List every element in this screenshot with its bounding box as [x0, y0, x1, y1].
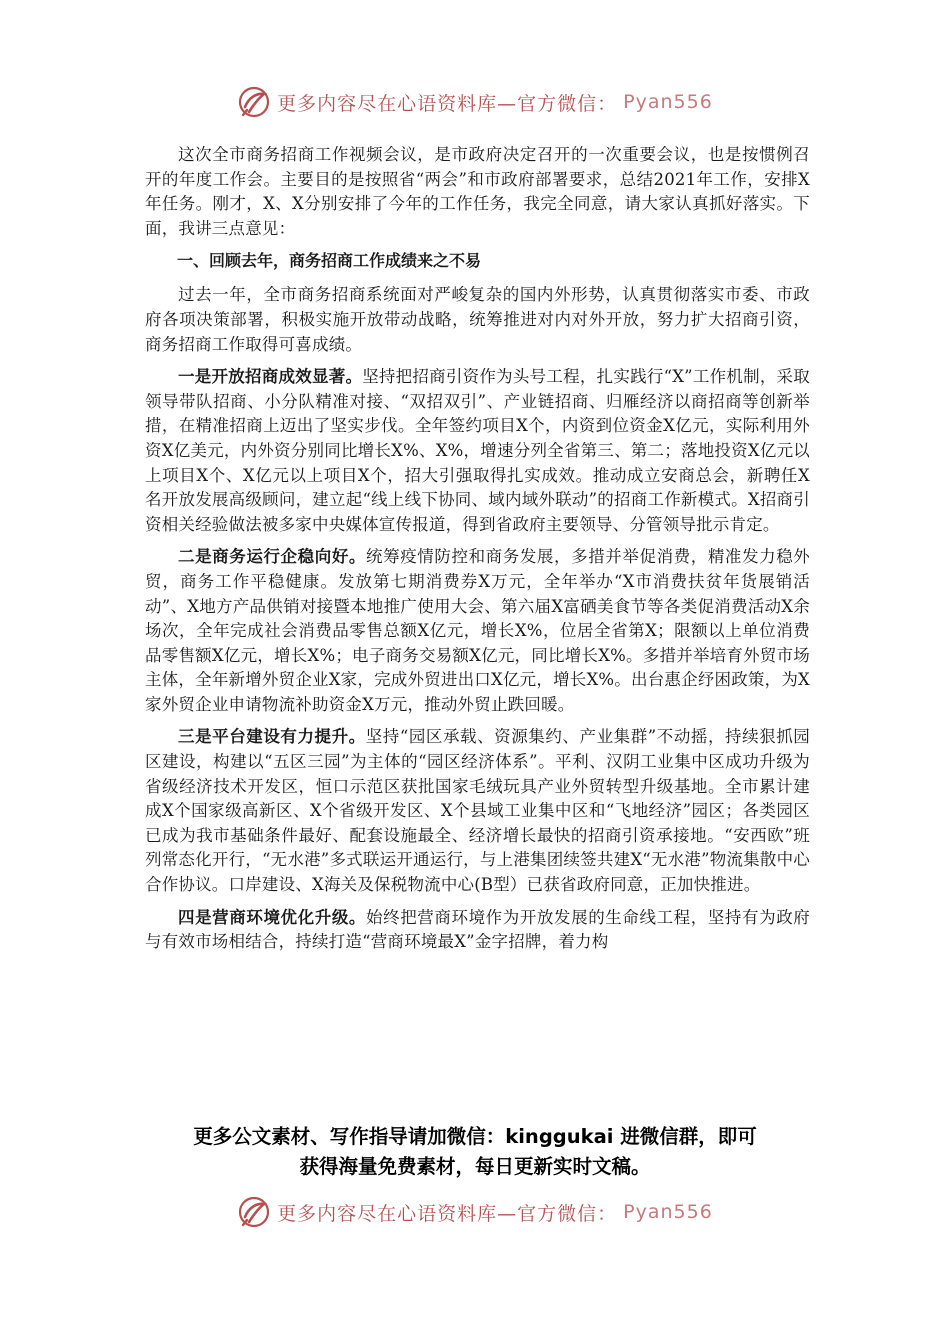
document-body — [145, 143, 810, 963]
section-heading: 一、回顾去年，商务招商工作成绩来之不易 — [177, 251, 482, 271]
footer-banner — [0, 1192, 950, 1232]
intro-paragraph: 这次全市商务招商工作视频会议，是市政府决定召开的一次重要会议，也是按惯例召开的年度工作会。主要目的是按照省“两会”和市政府部署要求，总结2021年工作，安排X年任务。刚才，X、X分别安排了今年的工作任务，我完全同意，请大家认真抓好落实。下面，我讲三点意见： — [145, 145, 810, 238]
promo-notice — [120, 1122, 830, 1182]
point-body: 始终把营商环境作为开放发展的生命线工程，坚持有为政府与有效市场相结合，持续打造“营商环境最X”金字招牌，着力构 — [145, 907, 811, 952]
point-paragraph-3 — [145, 725, 810, 897]
point-paragraph-2 — [145, 545, 810, 717]
point-lead: 四是营商环境优化升级。 — [178, 907, 367, 927]
point-lead: 一是开放招商成效显著。 — [178, 367, 363, 387]
header-banner — [0, 82, 950, 122]
header-banner-wechat: Pyan556 — [623, 91, 713, 113]
footer-banner-text: 更多内容尽在心语资料库—官方微信： — [277, 1202, 618, 1225]
point-lead: 三是平台建设有力提升。 — [178, 727, 366, 747]
point-body: 坚持把招商引资作为头号工程，扎实践行“X”工作机制，采取领导带队招商、小分队精准对接、“双招双引”、产业链招商、归雁经济以商招商等创新举措，在精准招商上迈出了坚实步伐。全年签约项目X个，内资到位资金X亿元，实际利用外资X亿美元，内外资分别同比增长X%、X%，增速分列全省第三、第二；落地投资X亿元以上项目X个、X亿元以上项目X个，招大引强取得扎实成效。推动成立安商总会，新聘任X名开放发展高级顾问，建立起“线上线下协同、域内域外联动”的招商工作新模式。X招商引资相关经验做法被多家中央媒体宣传报道，得到省政府主要领导、分管领导批示肯定。 — [145, 367, 811, 534]
section-paragraph: 过去一年，全市商务招商系统面对严峻复杂的国内外形势，认真贯彻落实市委、市政府各项决策部署，积极实施开放带动战略，统筹推进对内对外开放，努力扩大招商引资，商务招商工作取得可喜成绩。 — [145, 285, 810, 354]
brush-logo-icon — [237, 85, 271, 119]
point-lead: 二是商务运行企稳向好。 — [178, 547, 367, 567]
promo-line-2: 获得海量免费素材，每日更新实时文稿。 — [299, 1155, 651, 1178]
point-paragraph-4 — [145, 906, 810, 955]
promo-line-1: 更多公文素材、写作指导请加微信：kinggukai 进微信群，即可 — [193, 1125, 757, 1148]
header-banner-text: 更多内容尽在心语资料库—官方微信： — [277, 92, 618, 115]
point-body: 统筹疫情防控和商务发展，多措并举促消费，精准发力稳外贸，商务工作平稳健康。发放第七期消费券X万元，全年举办“X市消费扶贫年货展销活动”、X地方产品供销对接暨本地推广使用大会、第六届X富硒美食节等各类促消费活动X余场次，全年完成社会消费品零售总额X亿元，增长X%，位居全省第X；限额以上单位消费品零售额X亿元，增长X%；电子商务交易额X亿元，同比增长X%。多措并举培育外贸市场主体，全年新增外贸企业X家，完成外贸进出口X亿元，增长X%。出台惠企纾困政策，为X家外贸企业申请物流补助资金X万元，推动外贸止跌回暖。 — [145, 547, 811, 714]
footer-banner-wechat: Pyan556 — [623, 1201, 713, 1223]
brush-logo-icon — [237, 1195, 271, 1229]
point-paragraph-1 — [145, 365, 810, 537]
point-body: 坚持“园区承载、资源集约、产业集群”不动摇，持续狠抓园区建设，构建以“五区三园”为主体的“园区经济体系”。平利、汉阴工业集中区成功升级为省级经济技术开发区，恒口示范区获批国家毛绒玩具产业外贸转型升级基地。全市累计建成X个国家级高新区、X个省级开发区、X个县域工业集中区和“飞地经济”园区；各类园区已成为我市基础条件最好、配套设施最全、经济增长最快的招商引资承接地。“安西欧”班列常态化开行，“无水港”多式联运开通运行，与上港集团续签共建X“无水港”物流集散中心合作协议。口岸建设、X海关及保税物流中心(B型）已获省政府同意，正加快推进。 — [145, 727, 810, 895]
